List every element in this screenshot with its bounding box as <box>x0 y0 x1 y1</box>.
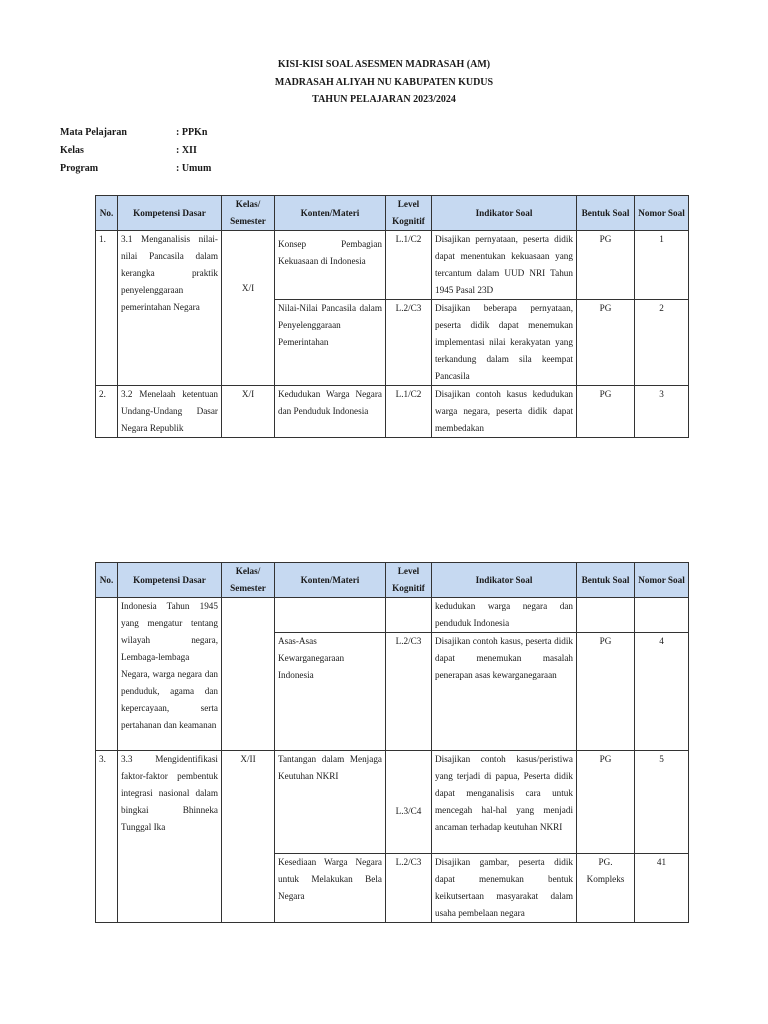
indicator-cell: Disajikan contoh kasus kedudukan warga negara, peserta didik dapat membedakan <box>432 386 577 438</box>
col-header-level: Level Kognitif <box>386 563 432 598</box>
meta-label: Mata Pelajaran <box>60 127 127 138</box>
col-header-konten: Konten/Materi <box>275 563 386 598</box>
content-cell <box>275 598 386 633</box>
row-number: 2. <box>96 386 118 438</box>
competency-cell: 3.3 Mengidentifikasi faktor-faktor pembentuk integrasi nasional dalam bingkai Bhinneka Tunggal Ika <box>118 751 222 923</box>
level-cell: L.2/C3 <box>386 854 432 923</box>
level-cell: L.2/C3 <box>386 300 432 386</box>
class-semester-cell: X/I <box>222 231 275 386</box>
col-header-kompetensi: Kompetensi Dasar <box>118 196 222 231</box>
table-row <box>96 231 689 300</box>
format-cell <box>577 598 635 633</box>
blueprint-table-page1 <box>95 195 689 438</box>
indicator-cell: Disajikan pernyataan, peserta didik dapat menentukan kekuasaan yang tercantum dalam UUD NRI Tahun 1945 Pasal 23D <box>432 231 577 300</box>
col-header-nomor: Nomor Soal <box>635 196 689 231</box>
level-cell <box>386 598 432 633</box>
content-cell: Kesediaan Warga Negara untuk Melakukan Bela Negara <box>275 854 386 923</box>
title-line-1: KISI-KISI SOAL ASESMEN MADRASAH (AM) <box>277 59 491 70</box>
col-header-level: Level Kognitif <box>386 196 432 231</box>
col-header-kelas: Kelas/ Semester <box>222 196 275 231</box>
meta-row-class <box>60 142 211 160</box>
col-header-bentuk: Bentuk Soal <box>577 563 635 598</box>
format-cell: PG <box>577 300 635 386</box>
col-header-kelas: Kelas/ Semester <box>222 563 275 598</box>
subject-info <box>60 124 211 178</box>
row-number <box>96 598 118 751</box>
format-cell: PG. Kompleks <box>577 854 635 923</box>
indicator-cell: Disajikan beberapa pernyataan, peserta didik dapat menemukan implementasi nilai kerakyatan yang terkandung dalam sila keempat Pancasila <box>432 300 577 386</box>
competency-cell: Indonesia Tahun 1945 yang mengatur tentang wilayah negara, Lembaga-lembaga Negara, warga negara dan penduduk, agama dan kepercayaan, serta pertahanan dan keamanan <box>118 598 222 751</box>
table-row <box>96 598 689 633</box>
level-cell: L.1/C2 <box>386 386 432 438</box>
item-number-cell: 1 <box>635 231 689 300</box>
indicator-cell: Disajikan contoh kasus, peserta didik dapat menemukan masalah penerapan asas kewarganegaraan <box>432 633 577 751</box>
format-cell: PG <box>577 751 635 854</box>
meta-value: : PPKn <box>176 127 208 138</box>
competency-cell: 3.1 Menganalisis nilai-nilai Pancasila dalam kerangka praktik penyelenggaraan pemerintahan Negara <box>118 231 222 386</box>
indicator-cell: Disajikan contoh kasus/peristiwa yang terjadi di papua, Peserta didik dapat menganalisis cara untuk mencegah hal-hal yang menjadi ancaman terhadap keutuhan NKRI <box>432 751 577 854</box>
col-header-kompetensi: Kompetensi Dasar <box>118 563 222 598</box>
class-semester-cell <box>222 598 275 751</box>
content-cell: Konsep Pembagian Kekuasaan di Indonesia <box>275 231 386 300</box>
class-semester-cell: X/I <box>222 386 275 438</box>
col-header-nomor: Nomor Soal <box>635 563 689 598</box>
col-header-no: No. <box>96 563 118 598</box>
indicator-cell: kedudukan warga negara dan penduduk Indonesia <box>432 598 577 633</box>
meta-row-program <box>60 160 211 178</box>
title-line-2: MADRASAH ALIYAH NU KABUPATEN KUDUS <box>274 76 494 88</box>
item-number-cell: 3 <box>635 386 689 438</box>
row-number: 1. <box>96 231 118 386</box>
content-cell: Nilai-Nilai Pancasila dalam Penyelenggaraan Pemerintahan <box>275 300 386 386</box>
document-title <box>0 56 768 109</box>
item-number-cell: 2 <box>635 300 689 386</box>
col-header-bentuk: Bentuk Soal <box>577 196 635 231</box>
item-number-cell <box>635 598 689 633</box>
content-cell: Asas-Asas Kewarganegaraan Indonesia <box>275 633 386 751</box>
level-cell: L.3/C4 <box>386 751 432 854</box>
format-cell: PG <box>577 231 635 300</box>
content-cell: Kedudukan Warga Negara dan Penduduk Indonesia <box>275 386 386 438</box>
table-header-row <box>96 196 689 231</box>
table-row <box>96 751 689 854</box>
meta-label: Kelas <box>60 145 84 156</box>
table-row <box>96 386 689 438</box>
col-header-indikator: Indikator Soal <box>432 563 577 598</box>
item-number-cell: 4 <box>635 633 689 751</box>
format-cell: PG <box>577 386 635 438</box>
col-header-no: No. <box>96 196 118 231</box>
meta-label: Program <box>60 163 99 174</box>
row-number: 3. <box>96 751 118 923</box>
meta-value: : XII <box>176 145 197 156</box>
content-cell: Tantangan dalam Menjaga Keutuhan NKRI <box>275 751 386 854</box>
meta-value: : Umum <box>176 163 212 174</box>
table-header-row <box>96 563 689 598</box>
item-number-cell: 41 <box>635 854 689 923</box>
format-cell: PG <box>577 633 635 751</box>
col-header-konten: Konten/Materi <box>275 196 386 231</box>
class-semester-cell: X/II <box>222 751 275 923</box>
meta-row-subject <box>60 124 211 142</box>
competency-cell: 3.2 Menelaah ketentuan Undang-Undang Dasar Negara Republik <box>118 386 222 438</box>
item-number-cell: 5 <box>635 751 689 854</box>
col-header-indikator: Indikator Soal <box>432 196 577 231</box>
level-cell: L.2/C3 <box>386 633 432 751</box>
title-line-3: TAHUN PELAJARAN 2023/2024 <box>312 94 456 105</box>
blueprint-table-page2 <box>95 562 689 923</box>
level-cell: L.1/C2 <box>386 231 432 300</box>
indicator-cell: Disajikan gambar, peserta didik dapat menemukan bentuk keikutsertaan masyarakat dalam usaha pembelaan negara <box>432 854 577 923</box>
